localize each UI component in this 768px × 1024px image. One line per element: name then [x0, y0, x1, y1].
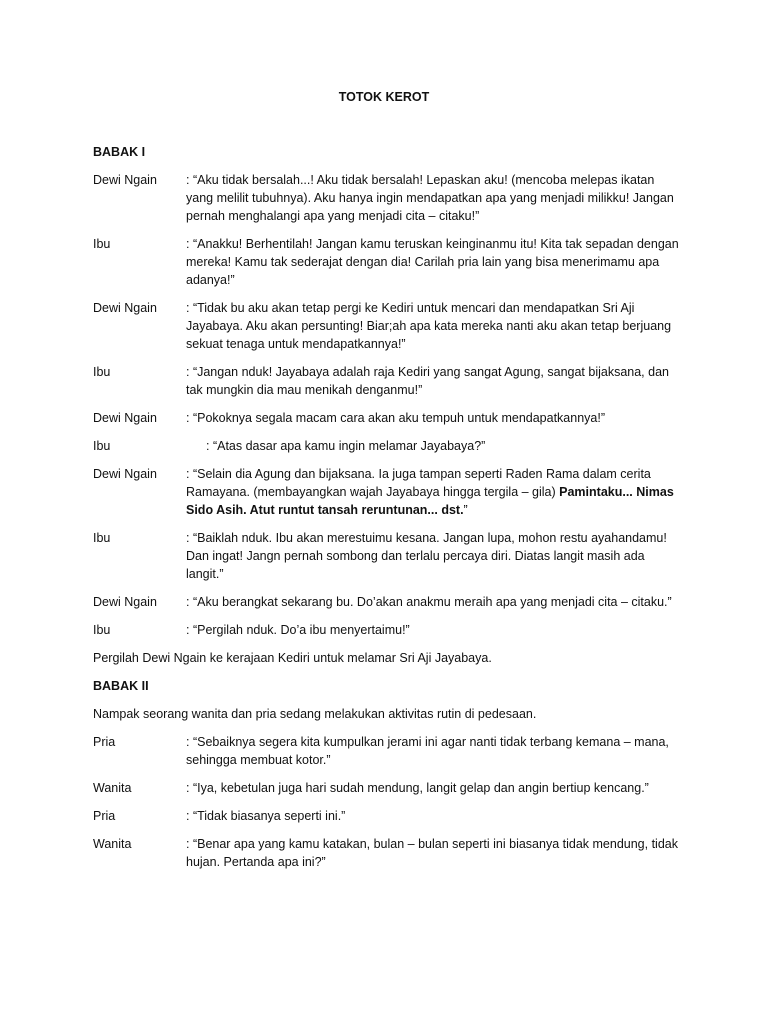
- dialogue-line: [93, 807, 683, 825]
- dialogue-text: : “Tidak bu aku akan tetap pergi ke Kediri untuk mencari dan mendapatkan Sri Aji Jayabaya. Aku akan persunting! Biar;ah apa kata mereka nanti aku akan tetap berjuang sekuat tenaga untuk mendapatkannya!”: [186, 301, 672, 351]
- dialogue-line: [93, 363, 683, 399]
- speaker: Dewi Ngain: [93, 595, 157, 609]
- dialogue-line: [93, 779, 683, 797]
- speaker: Dewi Ngain: [93, 411, 157, 425]
- dialogue-line: [93, 529, 683, 583]
- dialogue-text: : “Aku tidak bersalah...! Aku tidak bersalah! Lepaskan aku! (mencoba melepas ikatan yang melilit tubuhnya). Aku hanya ingin mendapatkan apa yang menjadi milikku! Jangan pernah menghalangi apa yang menjadi cita – citaku!”: [186, 173, 674, 223]
- dialogue-text: : “Iya, kebetulan juga hari sudah mendung, langit gelap dan angin bertiup kencang.”: [186, 781, 649, 795]
- speaker: Ibu: [93, 237, 111, 251]
- script-body: [93, 143, 683, 881]
- speaker: Dewi Ngain: [93, 173, 157, 187]
- stage-direction: Nampak seorang wanita dan pria sedang melakukan aktivitas rutin di pedesaan.: [93, 707, 537, 721]
- dialogue-line: [93, 835, 683, 871]
- dialogue-text: : “Benar apa yang kamu katakan, bulan – bulan seperti ini biasanya tidak mendung, tidak hujan. Pertanda apa ini?”: [186, 837, 678, 869]
- dialogue-text: : “Atas dasar apa kamu ingin melamar Jayabaya?”: [206, 439, 486, 453]
- dialogue-text: : “Anakku! Berhentilah! Jangan kamu teruskan keinginanmu itu! Kita tak sepadan dengan mereka! Kamu tak sederajat dengan dia! Carilah pria lain yang bisa menerimamu apa adanya!”: [186, 237, 679, 287]
- dialogue-text: : “Pokoknya segala macam cara akan aku tempuh untuk mendapatkannya!”: [186, 411, 605, 425]
- dialogue-line: [93, 593, 683, 611]
- dialogue-text: : “Sebaiknya segera kita kumpulkan jerami ini agar nanti tidak terbang kemana – mana, sehingga membuat kotor.”: [186, 735, 669, 767]
- dialogue-line: [93, 235, 683, 289]
- speaker: Wanita: [93, 781, 132, 795]
- dialogue-text: : “Aku berangkat sekarang bu. Do’akan anakmu meraih apa yang menjadi cita – citaku.”: [186, 595, 672, 609]
- speaker: Dewi Ngain: [93, 301, 157, 315]
- speaker: Pria: [93, 735, 116, 749]
- act-heading: BABAK II: [93, 679, 149, 693]
- dialogue-line: [93, 437, 683, 455]
- act-heading: BABAK I: [93, 145, 146, 159]
- dialogue-text: : “Pergilah nduk. Do’a ibu menyertaimu!”: [186, 623, 410, 637]
- dialogue-text-plain: : “Selain dia Agung dan bijaksana. Ia juga tampan seperti Raden Rama dalam cerita Ramayana. (membayangkan wajah Jayabaya hingga tergila – gila): [186, 467, 651, 499]
- stage-direction: Pergilah Dewi Ngain ke kerajaan Kediri untuk melamar Sri Aji Jayabaya.: [93, 651, 492, 665]
- speaker: Ibu: [93, 365, 111, 379]
- speaker: Ibu: [93, 623, 111, 637]
- dialogue-text-tail: ”: [463, 503, 468, 517]
- speaker: Ibu: [93, 531, 111, 545]
- dialogue-text-bold: Pamintaku... Nimas Sido Asih. Atut runtut tansah reruntunan... dst.: [186, 485, 674, 517]
- dialogue-line: [93, 621, 683, 639]
- dialogue-text: : “Jangan nduk! Jayabaya adalah raja Kediri yang sangat Agung, sangat bijaksana, dan tak mungkin dia mau menikah denganmu!”: [186, 365, 669, 397]
- dialogue-text: : “Tidak biasanya seperti ini.”: [186, 809, 346, 823]
- speaker: Ibu: [93, 439, 111, 453]
- dialogue-line: [93, 465, 683, 519]
- dialogue-text: [186, 465, 683, 519]
- speaker: Pria: [93, 809, 116, 823]
- document-title: TOTOK KEROT: [338, 90, 430, 104]
- dialogue-line: [93, 733, 683, 769]
- speaker: Wanita: [93, 837, 132, 851]
- dialogue-text: : “Baiklah nduk. Ibu akan merestuimu kesana. Jangan lupa, mohon restu ayahandamu! Dan ingat! Jangn pernah sombong dan terlalu percaya diri. Diatas langit masih ada langit.”: [186, 531, 667, 581]
- dialogue-line: [93, 409, 683, 427]
- dialogue-line: [93, 299, 683, 353]
- speaker: Dewi Ngain: [93, 467, 157, 481]
- dialogue-line: [93, 171, 683, 225]
